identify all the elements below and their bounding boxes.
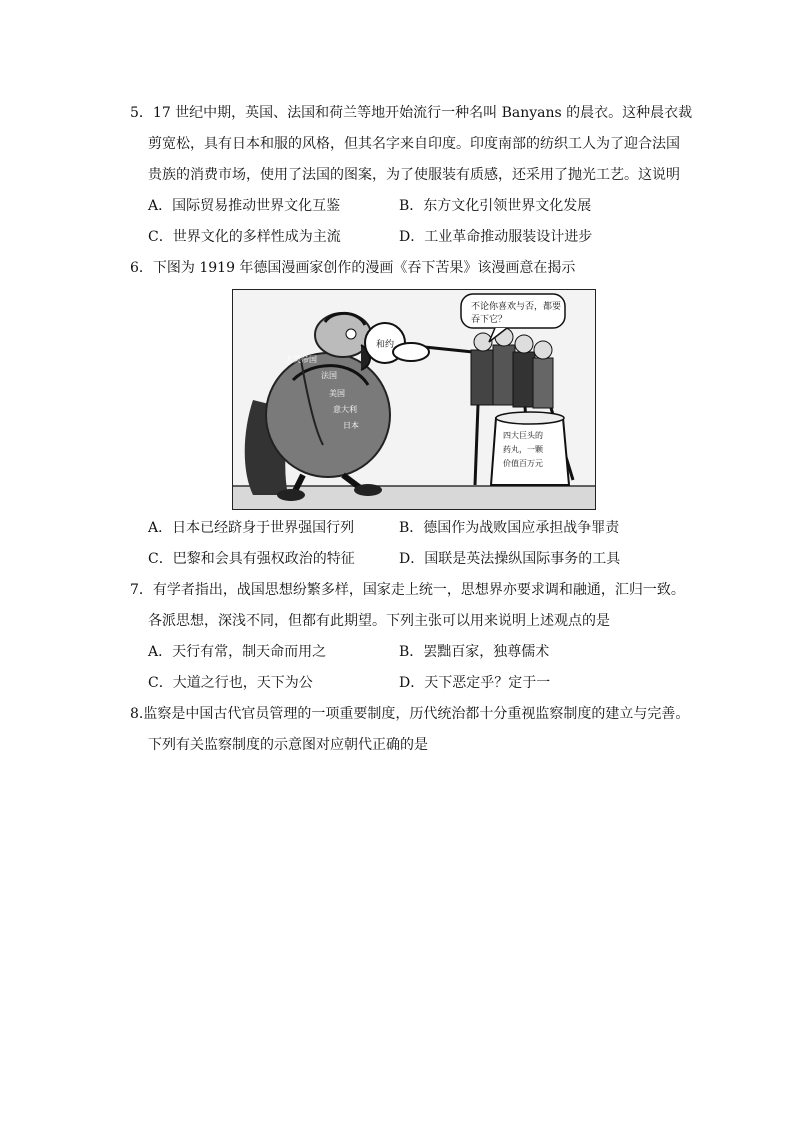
q6-option-c[interactable]: C．巴黎和会具有强权政治的特征 xyxy=(148,551,355,567)
q6-stem-line1: 6．下图为 1919 年德国漫画家创作的漫画《吞下苦果》该漫画意在揭示 xyxy=(130,260,576,276)
cartoon-hand-label: 日本 xyxy=(343,421,359,430)
cartoon-hand-label: 大英帝国 xyxy=(285,355,317,364)
q5-stem-line1: 5．17 世纪中期，英国、法国和荷兰等地开始流行一种名叫 Banyans 的晨衣。这种晨衣裁 xyxy=(130,105,693,121)
q8-stem-line1: 8.监察是中国古代官员管理的一项重要制度，历代统治都十分重视监察制度的建立与完善。 xyxy=(130,706,690,722)
q8-stem-line2: 下列有关监察制度的示意图对应朝代正确的是 xyxy=(148,737,428,753)
q6-option-d[interactable]: D．国联是英法操纵国际事务的工具 xyxy=(399,551,621,567)
q6-option-a[interactable]: A．日本已经跻身于世界强国行列 xyxy=(148,520,355,536)
q5-option-a[interactable]: A．国际贸易推动世界文化互鉴 xyxy=(148,198,341,214)
q7-option-c[interactable]: C．大道之行也，天下为公 xyxy=(148,675,313,691)
cartoon-jar-line2: 药丸，一颗 xyxy=(503,445,543,454)
q5-option-b[interactable]: B．东方文化引领世界文化发展 xyxy=(399,198,592,214)
cartoon-speech-line1: 不论你喜欢与否，都要 xyxy=(471,302,562,312)
q5-option-c[interactable]: C．世界文化的多样性成为主流 xyxy=(148,229,341,245)
q7-option-a[interactable]: A．天行有常，制天命而用之 xyxy=(148,644,327,660)
cartoon-image xyxy=(232,289,596,510)
cartoon-jar-line3: 价值百万元 xyxy=(503,459,543,468)
q5-stem-line2: 剪宽松，具有日本和服的风格，但其名字来自印度。印度南部的纺织工人为了迎合法国 xyxy=(148,136,680,152)
cartoon-pill-label: 和约 xyxy=(376,340,395,350)
q5-option-d[interactable]: D．工业革命推动服装设计进步 xyxy=(399,229,593,245)
q7-option-b[interactable]: B．罢黜百家，独尊儒术 xyxy=(399,644,550,660)
cartoon-jar-line1: 四大巨头的 xyxy=(503,431,543,440)
cartoon-speech-line2: 吞下它？ xyxy=(471,315,508,325)
cartoon-hand-label: 意大利 xyxy=(333,405,357,414)
q7-stem-line2: 各派思想，深浅不同，但都有此期望。下列主张可以用来说明上述观点的是 xyxy=(148,613,610,629)
q7-option-d[interactable]: D．天下恶定乎？定于一 xyxy=(399,675,551,691)
q6-option-b[interactable]: B．德国作为战败国应承担战争罪责 xyxy=(399,520,620,536)
cartoon-hand-label: 法国 xyxy=(321,371,337,380)
q5-stem-line3: 贵族的消费市场，使用了法国的图案，为了使服装有质感，还采用了抛光工艺。这说明 xyxy=(148,167,680,183)
cartoon-hand-label: 美国 xyxy=(329,389,345,398)
q7-stem-line1: 7．有学者指出，战国思想纷繁多样，国家走上统一，思想界亦要求调和融通，汇归一致。 xyxy=(130,582,685,598)
